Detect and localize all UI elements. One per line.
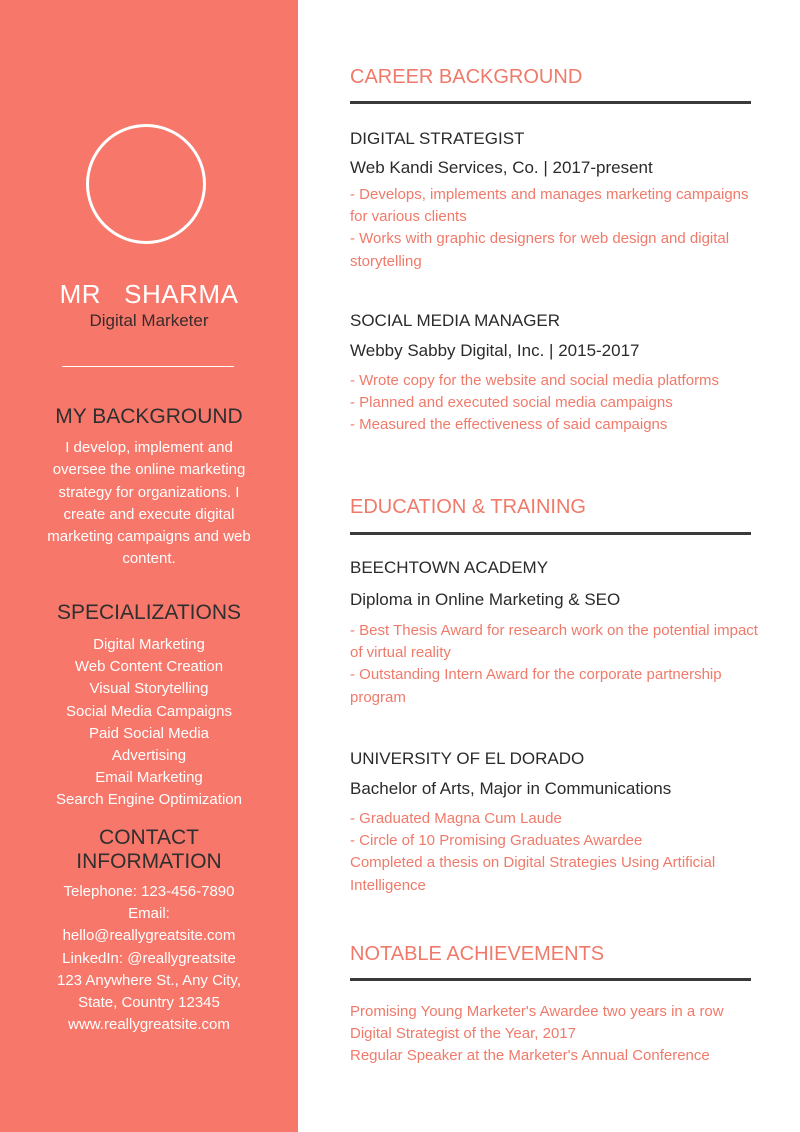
list-item: - Outstanding Intern Award for the corporate partnership program	[350, 666, 722, 706]
school-bullets	[350, 808, 770, 897]
contact-email-label: Email:	[128, 905, 170, 923]
list-item: Web Content Creation	[74, 658, 224, 676]
job-bullets	[350, 184, 770, 273]
education-heading: EDUCATION & TRAINING	[350, 496, 586, 518]
list-item: - Best Thesis Award for research work on the potential impact of virtual reality	[350, 622, 758, 662]
list-item: Digital Marketing	[93, 636, 205, 653]
specializations-list	[0, 634, 298, 812]
list-item: Paid Social Media Advertising	[88, 724, 210, 765]
list-item: Completed a thesis on Digital Strategies Using Artificial Intelligence	[350, 854, 716, 894]
list-item: - Graduated Magna Cum Laude	[350, 810, 562, 827]
school-name: UNIVERSITY OF EL DORADO	[350, 749, 585, 768]
career-rule	[350, 101, 751, 104]
job-title: SOCIAL MEDIA MANAGER	[350, 311, 561, 330]
achievements-heading: NOTABLE ACHIEVEMENTS	[350, 943, 605, 965]
contact-email: hello@reallygreatsite.com	[62, 927, 236, 945]
achievements-list	[350, 1001, 790, 1068]
background-text: I develop, implement and oversee the online marketing strategy for organizations. I create and execute digital marketing campaigns and web content.	[47, 439, 251, 568]
sidebar	[0, 0, 298, 1132]
achievements-rule	[350, 978, 751, 981]
person-role: Digital Marketer	[89, 311, 209, 330]
education-rule	[350, 532, 751, 535]
list-item: Visual Storytelling	[89, 680, 209, 698]
school-bullets	[350, 620, 770, 709]
job-company: Web Kandi Services, Co. | 2017-present	[350, 158, 653, 177]
school-name: BEECHTOWN ACADEMY	[350, 558, 549, 577]
avatar	[86, 124, 206, 244]
list-item: - Planned and executed social media campaigns	[350, 394, 673, 412]
sidebar-divider	[62, 366, 234, 367]
job-company: Webby Sabby Digital, Inc. | 2015-2017	[350, 341, 640, 360]
list-item: - Works with graphic designers for web design and digital storytelling	[350, 230, 730, 270]
list-item: Regular Speaker at the Marketer's Annual Conference	[350, 1047, 710, 1065]
job-title: DIGITAL STRATEGIST	[350, 129, 525, 148]
background-heading: MY BACKGROUND	[55, 405, 243, 428]
list-item: Digital Strategist of the Year, 2017	[350, 1025, 576, 1043]
job-bullets	[350, 370, 770, 437]
school-degree: Diploma in Online Marketing & SEO	[350, 590, 621, 609]
list-item: - Measured the effectiveness of said campaigns	[350, 416, 668, 434]
contact-address: 123 Anywhere St., Any City, State, Country 12345	[57, 971, 241, 1012]
list-item: Social Media Campaigns	[66, 702, 232, 720]
list-item: Email Marketing	[95, 769, 203, 787]
list-item: Promising Young Marketer's Awardee two years in a row	[350, 1003, 724, 1020]
contact-telephone: Telephone: 123-456-7890	[63, 883, 235, 900]
school-degree: Bachelor of Arts, Major in Communications	[350, 779, 672, 798]
contact-linkedin: LinkedIn: @reallygreatsite	[62, 949, 236, 967]
list-item: - Circle of 10 Promising Graduates Awardee	[350, 832, 643, 850]
contact-list	[0, 881, 298, 1036]
career-heading: CAREER BACKGROUND	[350, 66, 583, 88]
person-name: MR SHARMA	[59, 279, 239, 309]
list-item: - Wrote copy for the website and social media platforms	[350, 372, 720, 389]
list-item: - Develops, implements and manages marketing campaigns for various clients	[350, 186, 749, 226]
specializations-heading: SPECIALIZATIONS	[57, 601, 241, 624]
list-item: Search Engine Optimization	[56, 791, 242, 809]
contact-website: www.reallygreatsite.com	[68, 1016, 230, 1034]
contact-heading: CONTACT INFORMATION	[76, 826, 222, 873]
